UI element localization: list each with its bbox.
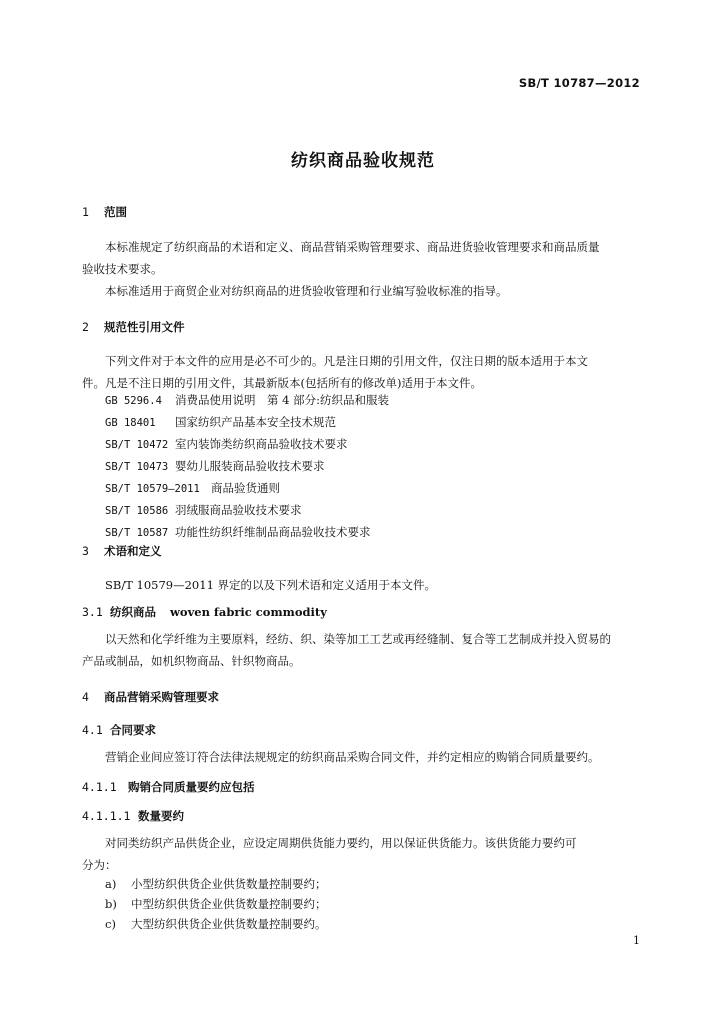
list-text: 中型纺织供货企业供货数量控制要约； (131, 897, 327, 911)
section-1-paragraph-2 (82, 280, 642, 302)
section-3-heading (82, 543, 162, 559)
section-title: 商品营销采购管理要求 (104, 690, 219, 704)
reference-code: SB/T 10586 (105, 505, 169, 517)
section-title: 纺织商品 (110, 605, 156, 619)
section-4-heading (82, 689, 219, 705)
term-english: woven fabric commodity (170, 605, 327, 619)
page-number: 1 (633, 934, 640, 947)
document-title: 纺织商品验收规范 (291, 151, 435, 171)
section-2-paragraph-1 (82, 350, 642, 394)
section-number: 3 (82, 544, 89, 558)
section-3-paragraph-1 (82, 574, 642, 596)
section-title: 范围 (104, 205, 127, 219)
list-text: 大型纺织供货企业供货数量控制要约。 (131, 917, 327, 931)
paragraph-line: 下列文件对于本文件的应用是必不可少的。凡是注日期的引用文件，仅注日期的版本适用于本文 (105, 354, 588, 368)
section-number: 4.1.1.1 (82, 809, 131, 823)
list-text: 小型纺织供货企业供货数量控制要约； (131, 877, 327, 891)
list-marker: a) (105, 877, 117, 891)
section-number: 1 (82, 205, 89, 219)
reference-code: SB/T 10587 (105, 527, 169, 539)
paragraph-line: 验收技术要求。 (82, 262, 163, 276)
section-number: 3.1 (82, 605, 103, 619)
paragraph-line: 以天然和化学纤维为主要原料，经纺、织、染等加工工艺或再经缝制、复合等工艺制成并投入贸易的 (105, 632, 611, 646)
reference-title: 消费品使用说明 第 4 部分:纺织品和服装 (175, 393, 390, 407)
section-title: 购销合同质量要约应包括 (128, 780, 255, 794)
list-marker: b) (105, 897, 117, 911)
paragraph-line: 营销企业间应签订符合法律法规规定的纺织商品采购合同文件，并约定相应的购销合同质量要约。 (105, 750, 600, 764)
section-2-heading (82, 319, 185, 335)
reference-item (105, 414, 336, 430)
section-4-1-paragraph-1 (82, 746, 642, 768)
reference-item (105, 458, 325, 474)
section-4-1-1-heading (82, 779, 255, 795)
list-item (105, 876, 327, 892)
section-3-1-heading (82, 604, 327, 620)
paragraph-line: 件。凡是不注日期的引用文件，其最新版本(包括所有的修改单)适用于本文件。 (82, 376, 482, 390)
reference-item (105, 502, 302, 518)
reference-code: SB/T 10473 (105, 461, 169, 473)
section-4-1-heading (82, 722, 156, 738)
reference-item (105, 480, 280, 496)
reference-code: GB 5296.4 (105, 395, 162, 407)
section-number: 2 (82, 320, 89, 334)
paragraph-line: 分为： (82, 858, 117, 872)
reference-title: 羽绒服商品验收技术要求 (175, 503, 302, 517)
list-item (105, 896, 327, 912)
reference-title: 婴幼儿服装商品验收技术要求 (175, 459, 325, 473)
reference-code: SB/T 10472 (105, 439, 169, 451)
list-marker: c) (105, 917, 116, 931)
list-item (105, 916, 327, 932)
section-3-1-paragraph-1 (82, 628, 642, 672)
reference-title: 国家纺织产品基本安全技术规范 (175, 415, 336, 429)
section-4-1-1-1-heading (82, 808, 184, 824)
paragraph-line: 本标准规定了纺织商品的术语和定义、商品营销采购管理要求、商品进货验收管理要求和商品质量 (105, 240, 600, 254)
standard-code: SB/T 10787—2012 (518, 76, 640, 90)
paragraph-line: 本标准适用于商贸企业对纺织商品的进货验收管理和行业编写验收标准的指导。 (105, 284, 508, 298)
paragraph-line: 产品或制品，如机织物商品、针织物商品。 (82, 654, 301, 668)
section-title: 合同要求 (110, 723, 156, 737)
section-number: 4.1.1 (82, 780, 117, 794)
section-title: 数量要约 (138, 809, 184, 823)
section-1-heading (82, 204, 127, 220)
section-4-1-1-1-paragraph-1 (82, 832, 642, 876)
section-title: 术语和定义 (104, 544, 162, 558)
paragraph-line: 对同类纺织产品供货企业，应设定周期供货能力要约，用以保证供货能力。该供货能力要约可 (105, 836, 577, 850)
reference-title: 室内装饰类纺织商品验收技术要求 (175, 437, 348, 451)
reference-item (105, 392, 389, 408)
paragraph-line: SB/T 10579—2011 界定的以及下列术语和定义适用于本文件。 (105, 578, 437, 592)
reference-item (105, 524, 371, 540)
section-number: 4 (82, 690, 89, 704)
reference-title: 功能性纺织纤维制品商品验收技术要求 (175, 525, 371, 539)
reference-item (105, 436, 348, 452)
section-1-paragraph-1 (82, 236, 642, 280)
reference-code: GB 18401 (105, 417, 156, 429)
reference-title: 商品验货通则 (211, 481, 280, 495)
section-title: 规范性引用文件 (104, 320, 185, 334)
reference-code: SB/T 10579—2011 (105, 483, 200, 495)
section-number: 4.1 (82, 723, 103, 737)
